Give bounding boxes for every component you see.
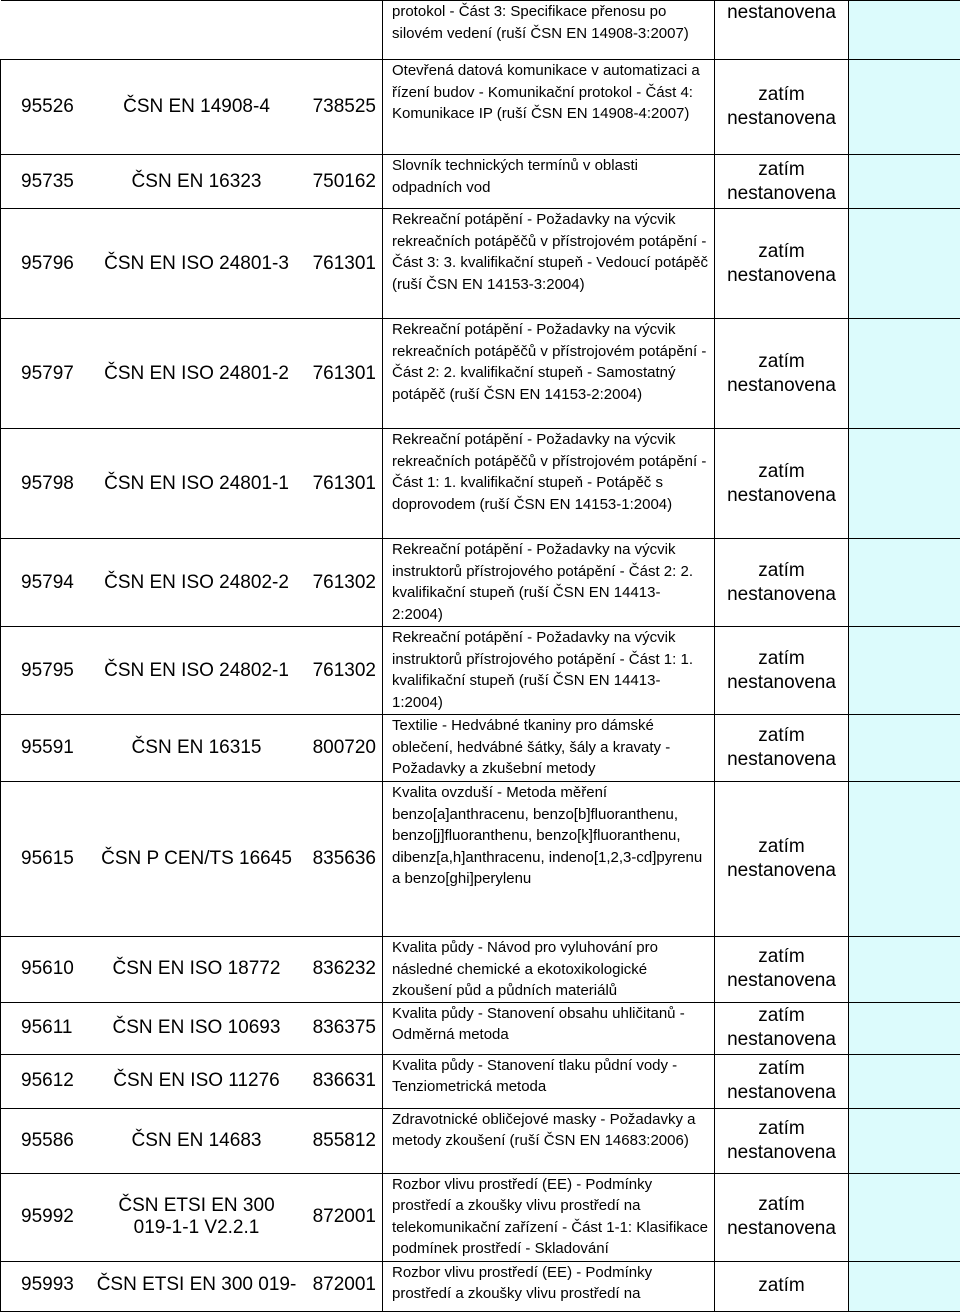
standard-code: ČSN EN ISO 24802-1: [97, 627, 297, 715]
standard-code: ČSN EN ISO 24801-3: [97, 209, 297, 319]
standard-title: Zdravotnické obličejové masky - Požadavky a metody zkoušení (ruší ČSN EN 14683:2006): [383, 1108, 715, 1173]
class-code: 761301: [297, 319, 383, 429]
standard-title: Rozbor vlivu prostředí (EE) - Podmínky prostředí a zkoušky vlivu prostředí na: [383, 1261, 715, 1311]
standard-code: ČSN EN ISO 24801-1: [97, 429, 297, 539]
extra-cell: [849, 1054, 960, 1108]
status-cell: zatím nestanovena: [715, 1002, 849, 1054]
standard-title: Kvalita půdy - Stanovení obsahu uhličitanů - Odměrná metoda: [383, 1002, 715, 1054]
standard-title: Textilie - Hedvábné tkaniny pro dámské oblečení, hedvábné šátky, šály a kravaty - Požadavky a zkušební metody: [383, 715, 715, 782]
table-row: [1, 937, 960, 1003]
table-row: [1, 429, 960, 539]
table-row: [1, 715, 960, 782]
table-row: [1, 209, 960, 319]
extra-cell: [849, 1002, 960, 1054]
standard-code: ČSN EN 14683: [97, 1108, 297, 1173]
table-row: [1, 60, 960, 155]
class-code: 761301: [297, 429, 383, 539]
status-cell: zatím nestanovena: [715, 319, 849, 429]
extra-cell: [849, 1173, 960, 1261]
extra-cell: [849, 627, 960, 715]
row-number: 95611: [1, 1002, 97, 1054]
standard-code: ČSN EN 16315: [97, 715, 297, 782]
row-number: 95794: [1, 539, 97, 627]
row-number: 95797: [1, 319, 97, 429]
table-row: [1, 1054, 960, 1108]
standard-title: Slovník technických termínů v oblasti odpadních vod: [383, 155, 715, 209]
row-number: 95612: [1, 1054, 97, 1108]
standard-title: Rekreační potápění - Požadavky na výcvik instruktorů přístrojového potápění - Část 1: 1. kvalifikační stupeň (ruší ČSN EN 14413-1:2004): [383, 627, 715, 715]
row-number: 95992: [1, 1173, 97, 1261]
standard-code: ČSN EN ISO 10693: [97, 1002, 297, 1054]
standard-title: [383, 1, 715, 60]
table-row: [1, 539, 960, 627]
extra-cell: [849, 1, 960, 60]
row-number: [1, 1, 97, 60]
class-code: 855812: [297, 1108, 383, 1173]
standard-code: ČSN EN ISO 11276: [97, 1054, 297, 1108]
standard-title: Kvalita půdy - Návod pro vyluhování pro následné chemické a ekotoxikologické zkoušení půd a půdních materiálů: [383, 937, 715, 1003]
extra-cell: [849, 782, 960, 937]
row-number: 95993: [1, 1261, 97, 1311]
class-code: 761301: [297, 209, 383, 319]
class-code: 835636: [297, 782, 383, 937]
standard-title: Rekreační potápění - Požadavky na výcvik rekreačních potápěčů v přístrojovém potápění - Část 1: 1. kvalifikační stupeň - Potápěč s doprovodem (ruší ČSN EN 14153-1:2004): [383, 429, 715, 539]
standard-code: ČSN EN 16323: [97, 155, 297, 209]
standard-code: ČSN EN ISO 24801-2: [97, 319, 297, 429]
standard-title: Rekreační potápění - Požadavky na výcvik instruktorů přístrojového potápění - Část 2: 2. kvalifikační stupeň (ruší ČSN EN 14413-2:2004): [383, 539, 715, 627]
class-code: 800720: [297, 715, 383, 782]
status-cell: nestanovena: [715, 1, 849, 60]
table-row: [1, 319, 960, 429]
table-row: [1, 1173, 960, 1261]
class-code: 738525: [297, 60, 383, 155]
standard-code: ČSN EN ISO 24802-2: [97, 539, 297, 627]
status-cell: zatím: [715, 1261, 849, 1311]
status-cell: zatím nestanovena: [715, 1108, 849, 1173]
class-code: 750162: [297, 155, 383, 209]
row-number: 95615: [1, 782, 97, 937]
row-number: 95795: [1, 627, 97, 715]
status-cell: zatím nestanovena: [715, 1054, 849, 1108]
table-row: [1, 782, 960, 937]
extra-cell: [849, 715, 960, 782]
row-number: 95796: [1, 209, 97, 319]
standard-code: ČSN ETSI EN 300 019-: [97, 1261, 297, 1311]
row-number: 95798: [1, 429, 97, 539]
standard-title: Otevřená datová komunikace v automatizaci a řízení budov - Komunikační protokol - Část 4: Komunikace IP (ruší ČSN EN 14908-4:2007): [383, 60, 715, 155]
class-code: 761302: [297, 539, 383, 627]
extra-cell: [849, 429, 960, 539]
extra-cell: [849, 539, 960, 627]
status-cell: zatím nestanovena: [715, 429, 849, 539]
class-code: 836631: [297, 1054, 383, 1108]
class-code: 836232: [297, 937, 383, 1003]
standard-code: ČSN EN 14908-4: [97, 60, 297, 155]
title-text: protokol - Část 3: Specifikace přenosu po silovém vedení (ruší ČSN EN 14908-3:2007): [392, 3, 689, 42]
standard-title: Rozbor vlivu prostředí (EE) - Podmínky prostředí a zkoušky vlivu prostředí na telekomunikační zařízení - Část 1-1: Klasifikace podmínek prostředí - Skladování: [383, 1173, 715, 1261]
status-cell: zatím nestanovena: [715, 782, 849, 937]
class-code: 872001: [297, 1173, 383, 1261]
standard-code: ČSN ETSI EN 300 019-1-1 V2.2.1: [97, 1173, 297, 1261]
table-row: [1, 155, 960, 209]
class-code: 761302: [297, 627, 383, 715]
standard-title: Kvalita půdy - Stanovení tlaku půdní vody - Tenziometrická metoda: [383, 1054, 715, 1108]
standard-title: Rekreační potápění - Požadavky na výcvik rekreačních potápěčů v přístrojovém potápění - Část 3: 3. kvalifikační stupeň - Vedoucí potápěč (ruší ČSN EN 14153-3:2004): [383, 209, 715, 319]
class-code: [297, 1, 383, 60]
extra-cell: [849, 60, 960, 155]
table-row: [1, 1, 960, 60]
row-number: 95610: [1, 937, 97, 1003]
status-cell: zatím nestanovena: [715, 937, 849, 1003]
extra-cell: [849, 155, 960, 209]
status-cell: zatím nestanovena: [715, 155, 849, 209]
extra-cell: [849, 937, 960, 1003]
row-number: 95526: [1, 60, 97, 155]
class-code: 836375: [297, 1002, 383, 1054]
standard-title: Rekreační potápění - Požadavky na výcvik rekreačních potápěčů v přístrojovém potápění - Část 2: 2. kvalifikační stupeň - Samostatný potápěč (ruší ČSN EN 14153-2:2004): [383, 319, 715, 429]
class-code: 872001: [297, 1261, 383, 1311]
status-cell: zatím nestanovena: [715, 627, 849, 715]
table-row: [1, 1261, 960, 1311]
status-cell: zatím nestanovena: [715, 1173, 849, 1261]
extra-cell: [849, 209, 960, 319]
extra-cell: [849, 1108, 960, 1173]
standard-code: ČSN EN ISO 18772: [97, 937, 297, 1003]
status-cell: zatím nestanovena: [715, 209, 849, 319]
extra-cell: [849, 1261, 960, 1311]
table-row: [1, 1002, 960, 1054]
row-number: 95591: [1, 715, 97, 782]
table-row: [1, 627, 960, 715]
row-number: 95586: [1, 1108, 97, 1173]
standard-title: Kvalita ovzduší - Metoda měření benzo[a]anthracenu, benzo[b]fluoranthenu, benzo[j]fluoranthenu, benzo[k]fluoranthenu, dibenz[a,h]anthracenu, indeno[1,2,3-cd]pyrenu a benzo[ghi]perylenu: [383, 782, 715, 937]
extra-cell: [849, 319, 960, 429]
status-cell: zatím nestanovena: [715, 539, 849, 627]
status-cell: zatím nestanovena: [715, 715, 849, 782]
standard-code: [97, 1, 297, 60]
standard-code: ČSN P CEN/TS 16645: [97, 782, 297, 937]
status-cell: zatím nestanovena: [715, 60, 849, 155]
row-number: 95735: [1, 155, 97, 209]
table-row: [1, 1108, 960, 1173]
